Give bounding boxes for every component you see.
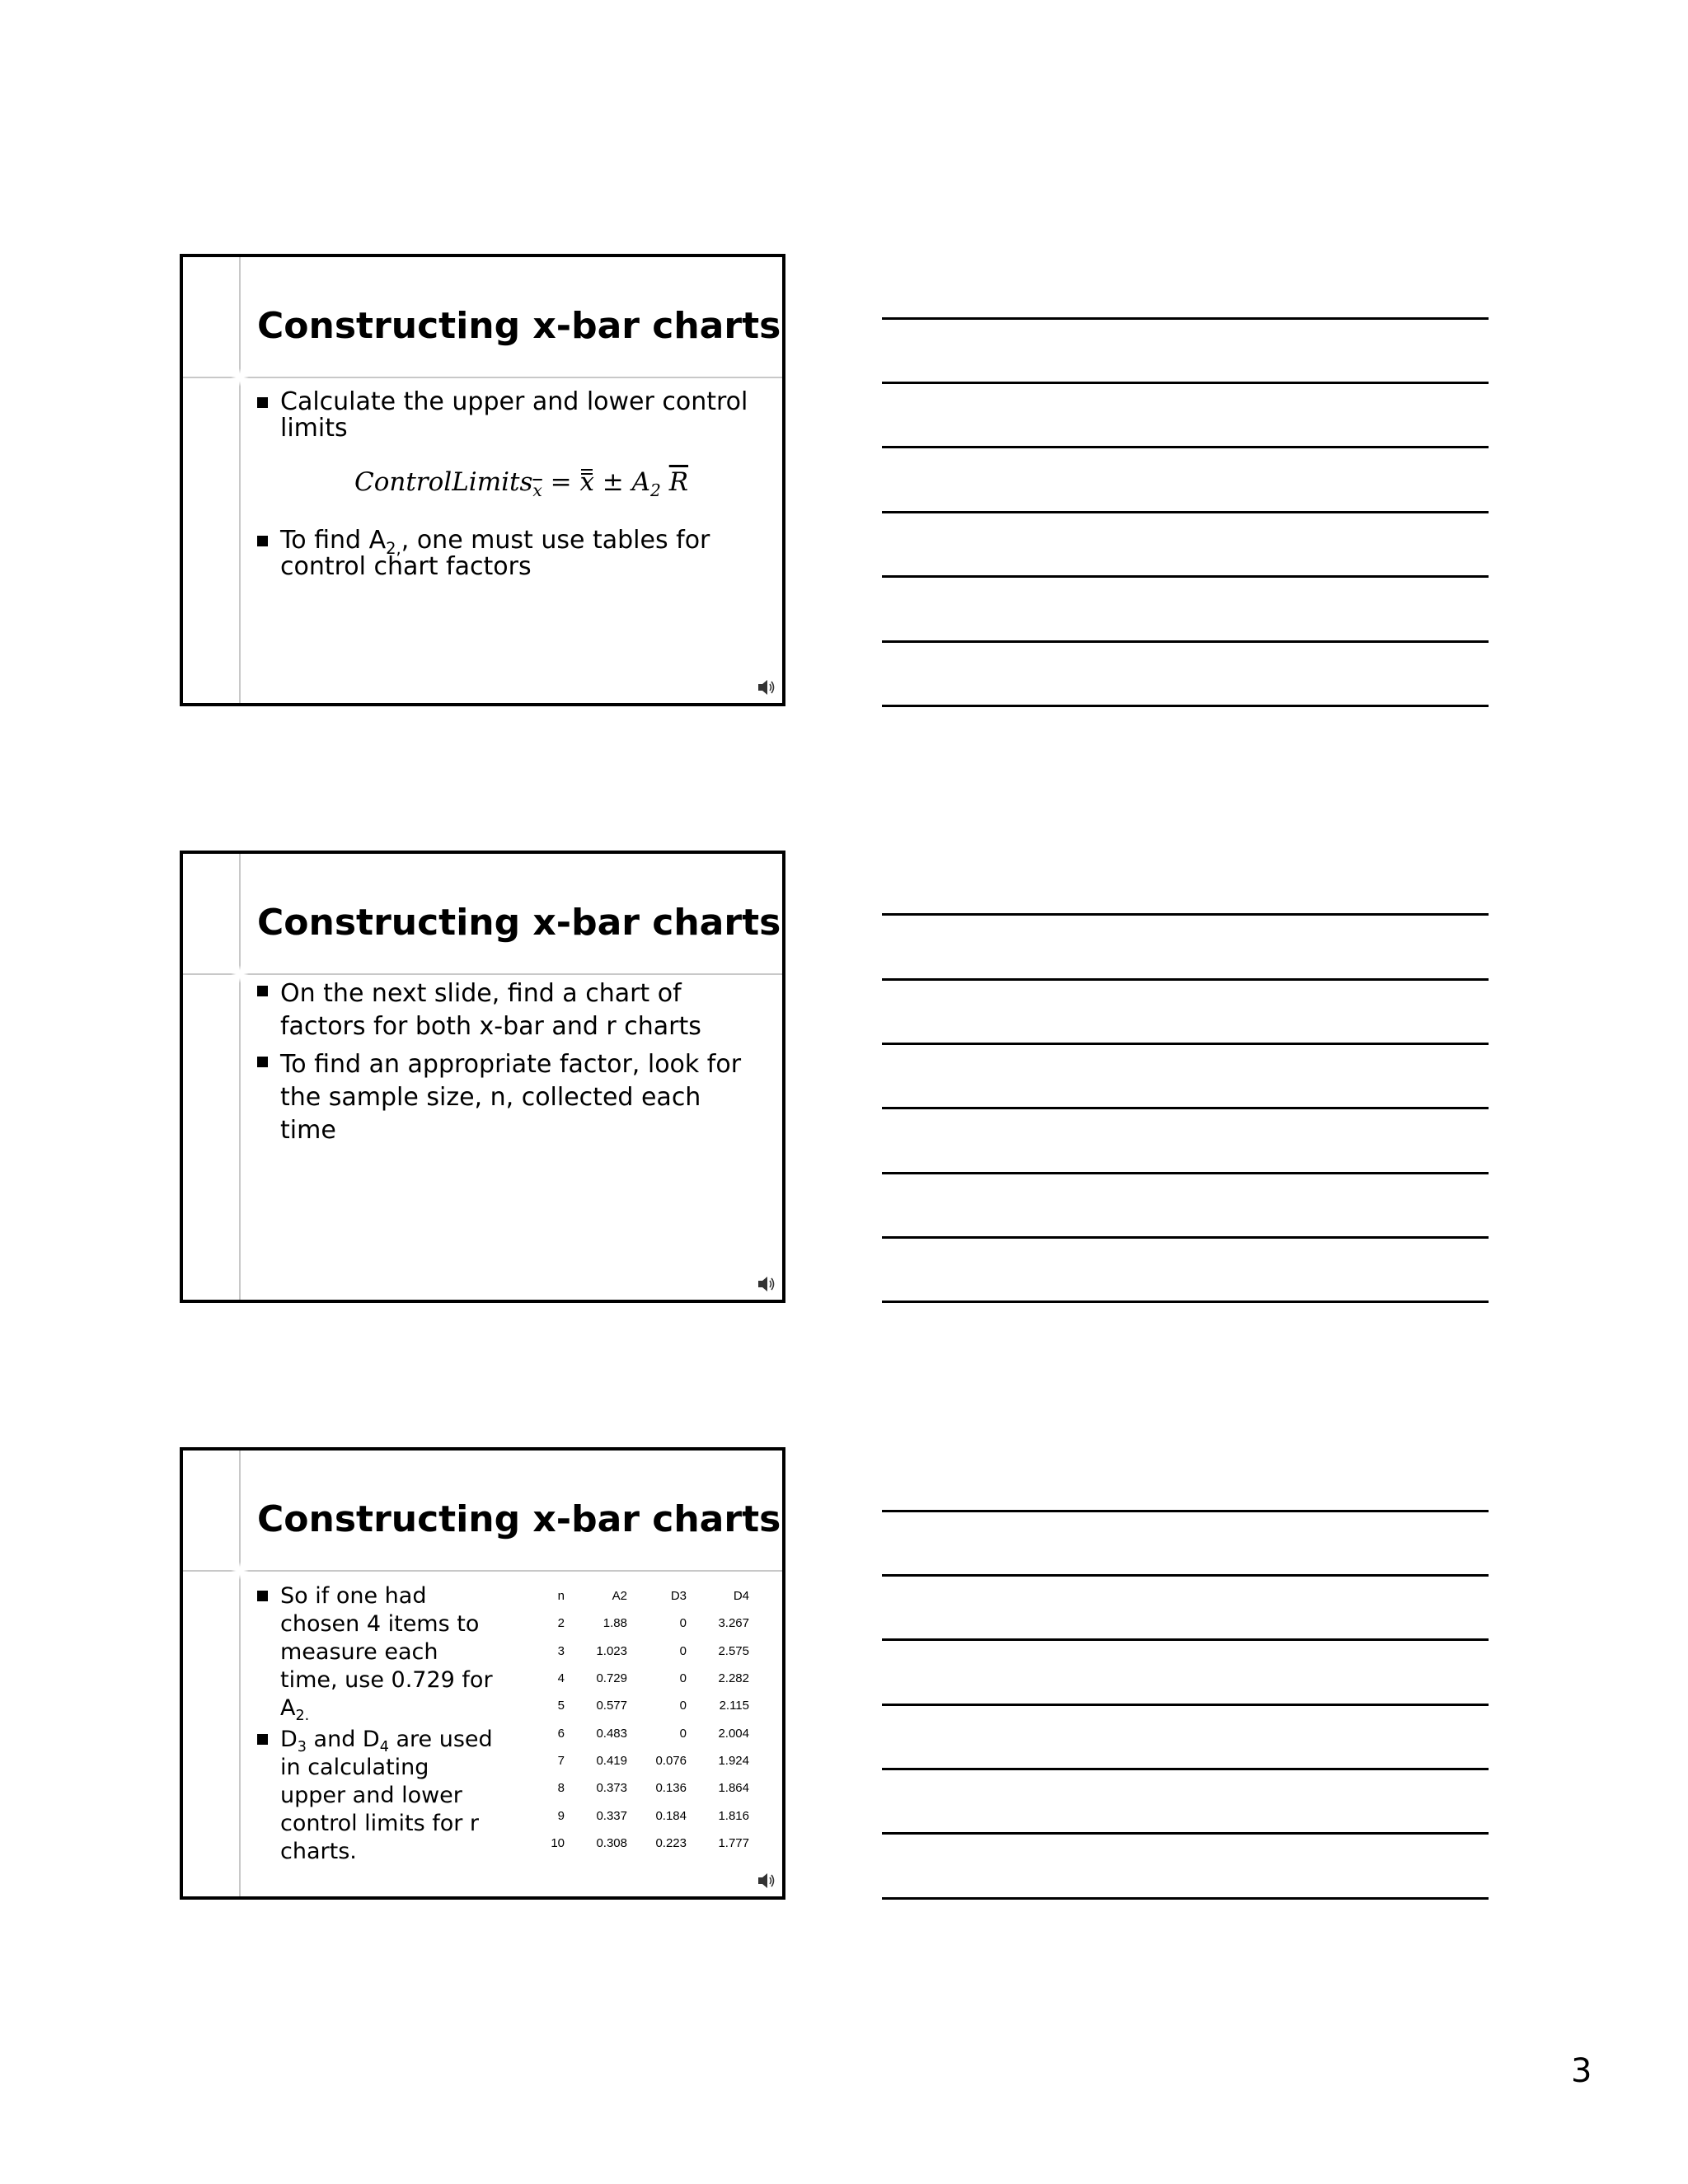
notes-line	[882, 1172, 1489, 1174]
table-cell: 0.419	[596, 1753, 627, 1768]
table-cell: 10	[551, 1835, 565, 1850]
notes-line	[882, 317, 1489, 320]
notes-line	[882, 1638, 1489, 1641]
table-cell: 0	[679, 1616, 687, 1631]
notes-line	[882, 640, 1489, 643]
table-cell: 5	[557, 1699, 565, 1713]
table-cell: 0.308	[596, 1835, 627, 1850]
notes-line	[882, 1301, 1489, 1303]
table-row	[542, 1774, 749, 1802]
table-row	[542, 1692, 749, 1719]
table-cell: 2.282	[718, 1671, 749, 1686]
slide-divider-vertical	[239, 1451, 241, 1896]
notes-line	[882, 1510, 1489, 1512]
slide-3	[180, 1447, 785, 1900]
slide-divider-horizontal	[183, 377, 782, 378]
formula-lhs: ControlLimits	[354, 467, 533, 497]
control-chart-factors-table	[542, 1582, 749, 1857]
slide-title: Constructing x-bar charts	[257, 1498, 781, 1540]
speaker-icon[interactable]	[756, 677, 777, 698]
table-cell: 1.023	[596, 1643, 627, 1658]
table-cell: 3.267	[718, 1616, 749, 1631]
notes-line	[882, 511, 1489, 513]
bullet-item	[257, 389, 757, 442]
slide-1	[180, 254, 785, 706]
table-cell: 1.777	[718, 1835, 749, 1850]
table-cell: 2.004	[718, 1726, 749, 1741]
bullet-subscript: 4	[379, 1739, 389, 1756]
divider-glow	[231, 965, 249, 983]
notes-line	[882, 1574, 1489, 1577]
slide-2	[180, 851, 785, 1303]
table-cell: 0	[679, 1643, 687, 1658]
bullet-text-a: To find A	[280, 526, 387, 555]
control-limits-formula	[354, 467, 689, 501]
table-cell: 1.88	[603, 1616, 627, 1631]
notes-line	[882, 1768, 1489, 1770]
table-cell: 0.223	[655, 1835, 687, 1850]
formula-equals: =	[550, 467, 572, 497]
table-cell: 0.577	[596, 1699, 627, 1713]
bullet-text-a: D	[280, 1727, 298, 1752]
bullet-item	[257, 977, 757, 1043]
table-cell: 6	[557, 1726, 565, 1741]
bullet-item	[257, 527, 757, 580]
table-cell: 0.184	[655, 1808, 687, 1823]
table-header-cell: D4	[733, 1589, 749, 1604]
notes-line	[882, 1832, 1489, 1835]
table-cell: 7	[557, 1753, 565, 1768]
table-cell: 0	[679, 1699, 687, 1713]
slide-title: Constructing x-bar charts	[257, 902, 781, 944]
notes-line	[882, 1043, 1489, 1045]
bullet-text-b: and D	[306, 1727, 380, 1752]
notes-line	[882, 1107, 1489, 1109]
formula-lhs-subscript: x	[532, 480, 542, 501]
speaker-icon[interactable]	[756, 1273, 777, 1295]
table-row	[542, 1802, 749, 1829]
divider-glow	[231, 368, 249, 387]
notes-line	[882, 1897, 1489, 1900]
slide-bullets-lower	[257, 527, 757, 590]
speaker-icon[interactable]	[756, 1870, 777, 1891]
table-header-row	[542, 1582, 749, 1610]
bullet-text: Calculate the upper and lower control limits	[280, 387, 748, 443]
bullet-subscript: 2,	[386, 538, 401, 558]
table-row	[542, 1665, 749, 1692]
table-cell: 1.864	[718, 1781, 749, 1796]
slide-divider-vertical	[239, 854, 241, 1300]
table-cell: 0.337	[596, 1808, 627, 1823]
table-header-cell: n	[557, 1589, 565, 1604]
table-row	[542, 1830, 749, 1857]
table-cell: 8	[557, 1781, 565, 1796]
page-number: 3	[1571, 2052, 1592, 2090]
table-cell: 0.373	[596, 1781, 627, 1796]
bullet-text: So if one had chosen 4 items to measure each time, use 0.729 for A	[280, 1583, 493, 1721]
table-cell: 9	[557, 1808, 565, 1823]
bullet-text: On the next slide, find a chart of factors for both x-bar and r charts	[280, 979, 701, 1041]
slide-divider-horizontal	[183, 1570, 782, 1572]
table-cell: 1.816	[718, 1808, 749, 1823]
slide-bullets	[257, 389, 757, 452]
table-cell: 1.924	[718, 1753, 749, 1768]
notes-line	[882, 446, 1489, 448]
table-cell: 4	[557, 1671, 565, 1686]
slide-bullets	[257, 977, 757, 1152]
notes-line	[882, 913, 1489, 916]
table-row	[542, 1747, 749, 1774]
formula-grand-mean: x	[579, 467, 594, 497]
slide-divider-vertical	[239, 257, 241, 703]
table-cell: 0.483	[596, 1726, 627, 1741]
divider-glow	[231, 1562, 249, 1580]
notes-line	[882, 1704, 1489, 1706]
table-cell: 0.136	[655, 1781, 687, 1796]
table-cell: 0	[679, 1726, 687, 1741]
bullet-item	[257, 1048, 757, 1147]
bullet-text: To find an appropriate factor, look for the sample size, n, collected each time	[280, 1050, 742, 1145]
table-cell: 2.575	[718, 1643, 749, 1658]
formula-r-bar: $\overline{R}$	[668, 467, 689, 497]
table-row	[542, 1719, 749, 1746]
bullet-item	[257, 1582, 496, 1725]
bullet-item	[257, 1726, 496, 1866]
notes-line	[882, 575, 1489, 578]
bullet-text-c: are used in calculating upper and lower control limits for r charts.	[280, 1727, 493, 1864]
table-row	[542, 1638, 749, 1665]
notes-line	[882, 978, 1489, 981]
bullet-subscript: 3	[297, 1739, 307, 1756]
slide-divider-horizontal	[183, 973, 782, 975]
table-cell: 0	[679, 1671, 687, 1686]
slide-title: Constructing x-bar charts	[257, 305, 781, 347]
notes-line	[882, 382, 1489, 384]
notes-line	[882, 1236, 1489, 1239]
table-cell: 2.115	[719, 1699, 749, 1713]
formula-a-subscript: 2	[650, 480, 661, 501]
formula-a: A	[631, 467, 651, 497]
table-cell: 3	[557, 1643, 565, 1658]
slide-bullets	[257, 1582, 496, 1869]
notes-line	[882, 705, 1489, 707]
table-row	[542, 1610, 749, 1637]
bullet-text-b: , one must use tables for control chart factors	[280, 526, 710, 581]
table-header-cell: A2	[612, 1589, 627, 1604]
table-cell: 2	[557, 1616, 565, 1631]
bullet-subscript: 2.	[295, 1708, 310, 1725]
table-cell: 0.729	[596, 1671, 627, 1686]
table-header-cell: D3	[670, 1589, 687, 1604]
formula-plus-minus: ±	[602, 467, 624, 497]
table-cell: 0.076	[655, 1753, 687, 1768]
